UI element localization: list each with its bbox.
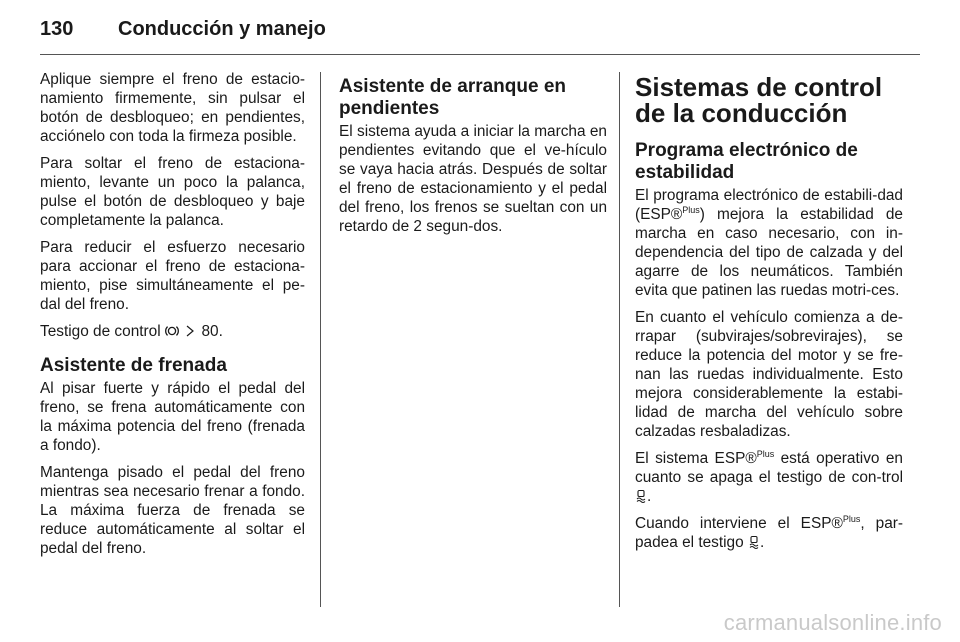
column-right [635,70,903,560]
column-middle [339,70,607,244]
page-reference-icon[interactable] [185,325,195,337]
section-heading: Asistente de arranque en pendientes [339,76,567,119]
paragraph: Cuando interviene el ESP®$^{Plus}$, par-padea el testigo . [635,514,904,551]
column-divider [619,72,620,607]
esp-skid-icon [635,489,647,503]
chapter-heading: Sistemas de control de la conducción [635,72,883,128]
paragraph: En cuanto el vehículo comienza a de-rrapar (subvirajes/sobrevirajes), se reduce la potencia del motor y se fre-nan las ruedas individualmente. Esto mejora considerablemente la estabi-lidad de marcha del vehículo sobre calzadas resbaladizas. [635,309,903,440]
column-left [40,70,305,566]
warning-ref-text: Testigo de control [40,323,161,340]
header-divider [40,54,920,55]
paragraph: Al pisar fuerte y rápido el pedal del freno, se frena automáticamente con la máxima potencia del freno (frenada a fondo). [40,380,305,454]
esp-skid-icon [748,535,760,549]
paragraph: Mantenga pisado el pedal del freno mientras sea necesario frenar a fondo. La máxima fuerza de frenada se reduce automáticamente al soltar el pedal del freno. [40,464,305,557]
page-title: Conducción y manejo [118,18,326,40]
page-header [40,14,920,54]
paragraph: Para reducir el esfuerzo necesario para accionar el freno de estaciona-miento, pise simultáneamente el pe-dal del freno. [40,239,305,313]
paragraph: El sistema ESP®$^{Plus}$ está operativo en cuanto se apaga el testigo de con-trol . [635,449,903,505]
page-number: 130 [40,18,74,40]
paragraph: El sistema ayuda a iniciar la marcha en pendientes evitando que el ve-hículo se vaya hacia atrás. Después de soltar el freno de estacionamiento y el pedal del freno, los frenos se sueltan con un retardo de 2 segun-dos. [339,123,607,235]
page-reference-link[interactable]: 80. [201,323,223,340]
section-heading: Asistente de frenada [40,355,227,376]
paragraph: Aplique siempre el freno de estacio-namiento firmemente, sin pulsar el botón de desbloqueo; en pendientes, acciónelo con toda la firmeza posible. [40,71,305,145]
paragraph-warning-ref [40,322,305,341]
paragraph: El programa electrónico de estabili-dad (ESP®$^{Plus}$) mejora la estabilidad de marcha en caso necesario, con in-dependencia del tipo de calzada y del agarre de los neumáticos. También evita que patinen las ruedas motri-ces. [635,187,903,299]
watermark: carmanualsonline.info [723,610,942,635]
brake-warning-icon [165,324,179,338]
section-heading: Programa electrónico de estabilidad [635,140,858,183]
column-divider [320,72,321,607]
paragraph: Para soltar el freno de estaciona-miento, levante un poco la palanca, pulse el botón de desbloqueo y baje completamente la palanca. [40,155,305,229]
